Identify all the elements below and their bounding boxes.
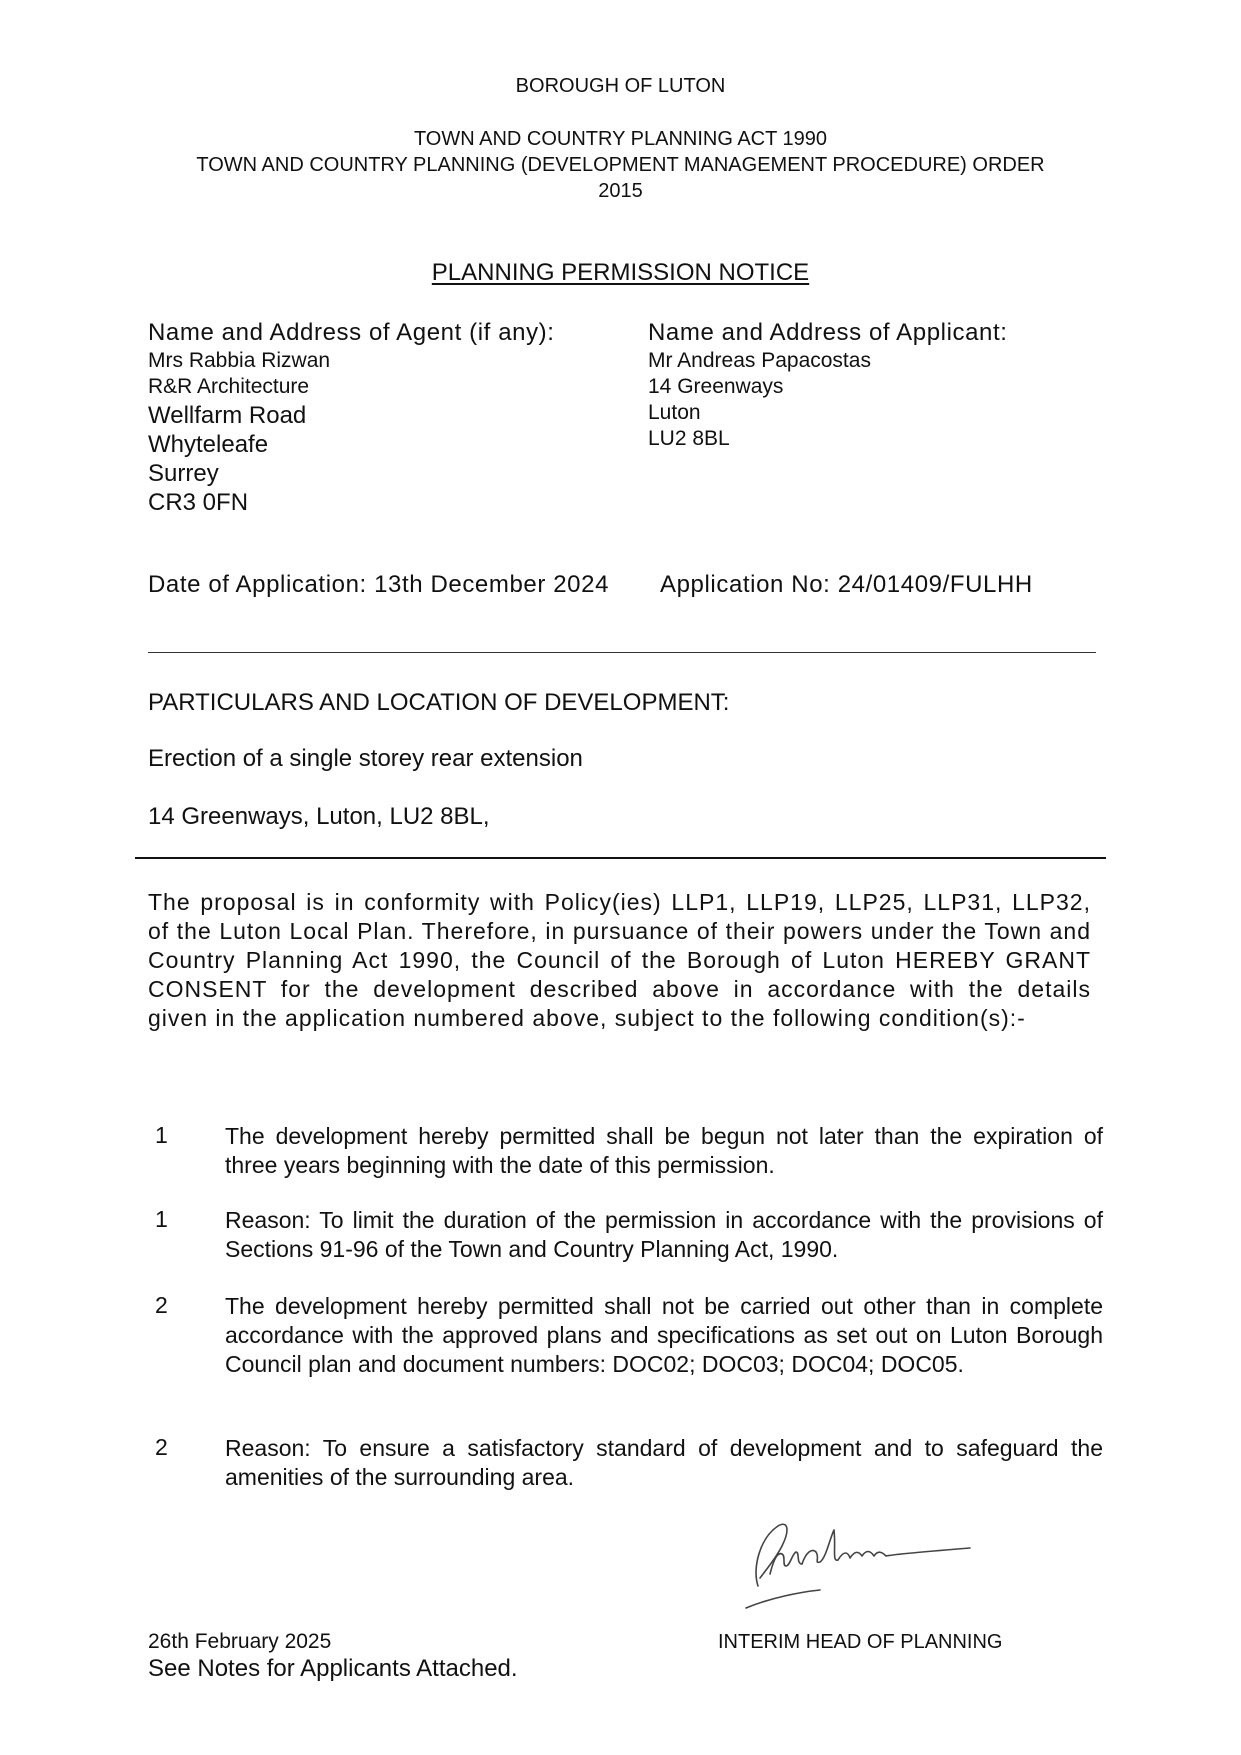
applicant-name: Mr Andreas Papacostas	[648, 349, 871, 372]
application-date: Date of Application: 13th December 2024	[148, 571, 610, 598]
agent-company: R&R Architecture	[148, 375, 310, 398]
agent-postcode: CR3 0FN	[148, 489, 249, 516]
condition-reason: Reason: To ensure a satisfactory standard of development and to safeguard the amenities of the surrounding area.	[225, 1435, 1103, 1490]
section-divider	[148, 652, 1096, 653]
condition-text: The development hereby permitted shall be begun not later than the expiration of three years beginning with the date of this permission.	[225, 1123, 1103, 1178]
signatory-title: INTERIM HEAD OF PLANNING	[718, 1631, 1003, 1653]
particulars-heading: PARTICULARS AND LOCATION OF DEVELOPMENT:	[148, 689, 730, 716]
applicant-address-block	[648, 318, 1008, 452]
notes-for-applicants: See Notes for Applicants Attached.	[148, 1655, 518, 1682]
agent-county: Surrey	[148, 460, 219, 487]
condition-number: 1	[155, 1206, 168, 1232]
agent-label: Name and Address of Agent (if any):	[148, 319, 555, 346]
agent-address-block	[148, 318, 555, 517]
decision-date: 26th February 2025	[148, 1630, 332, 1653]
applicant-street: 14 Greenways	[648, 375, 784, 398]
act-line-3: 2015	[598, 180, 643, 202]
agent-name: Mrs Rabbia Rizwan	[148, 349, 331, 372]
development-description: Erection of a single storey rear extension	[148, 745, 583, 772]
applicant-postcode: LU2 8BL	[648, 427, 730, 450]
condition-number: 2	[155, 1434, 168, 1460]
condition-text: The development hereby permitted shall not be carried out other than in complete accordance with the approved plans and specifications as set out on Luton Borough Council plan and document numbers: DOC02; DOC03; DOC04; DOC05.	[225, 1293, 1103, 1377]
act-line-1: TOWN AND COUNTRY PLANNING ACT 1990	[413, 128, 828, 150]
borough-title: BOROUGH OF LUTON	[515, 75, 726, 97]
section-rule	[135, 857, 1106, 859]
condition-number: 1	[155, 1122, 168, 1148]
application-number: Application No: 24/01409/FULHH	[660, 571, 1033, 598]
development-location: 14 Greenways, Luton, LU2 8BL,	[148, 803, 490, 830]
signature-image	[730, 1508, 1030, 1613]
applicant-town: Luton	[648, 401, 701, 424]
notice-title: PLANNING PERMISSION NOTICE	[431, 259, 810, 286]
act-line-2: TOWN AND COUNTRY PLANNING (DEVELOPMENT MANAGEMENT PROCEDURE) ORDER	[196, 154, 1045, 176]
condition-number: 2	[155, 1292, 168, 1318]
agent-town: Whyteleafe	[148, 431, 269, 458]
grant-consent-paragraph: The proposal is in conformity with Policy(ies) LLP1, LLP19, LLP25, LLP31, LLP32, of the Luton Local Plan. Therefore, in pursuance of their powers under the Town and Country Planning Act 1990, the Council of the Borough of Luton HEREBY GRANT CONSENT for the development described above in accordance with the details given in the application numbered above, subject to the following condition(s):-	[148, 889, 1091, 1031]
applicant-label: Name and Address of Applicant:	[648, 319, 1008, 346]
agent-street: Wellfarm Road	[148, 402, 307, 429]
condition-reason: Reason: To limit the duration of the permission in accordance with the provisions of Sections 91-96 of the Town and Country Planning Act, 1990.	[225, 1207, 1103, 1262]
